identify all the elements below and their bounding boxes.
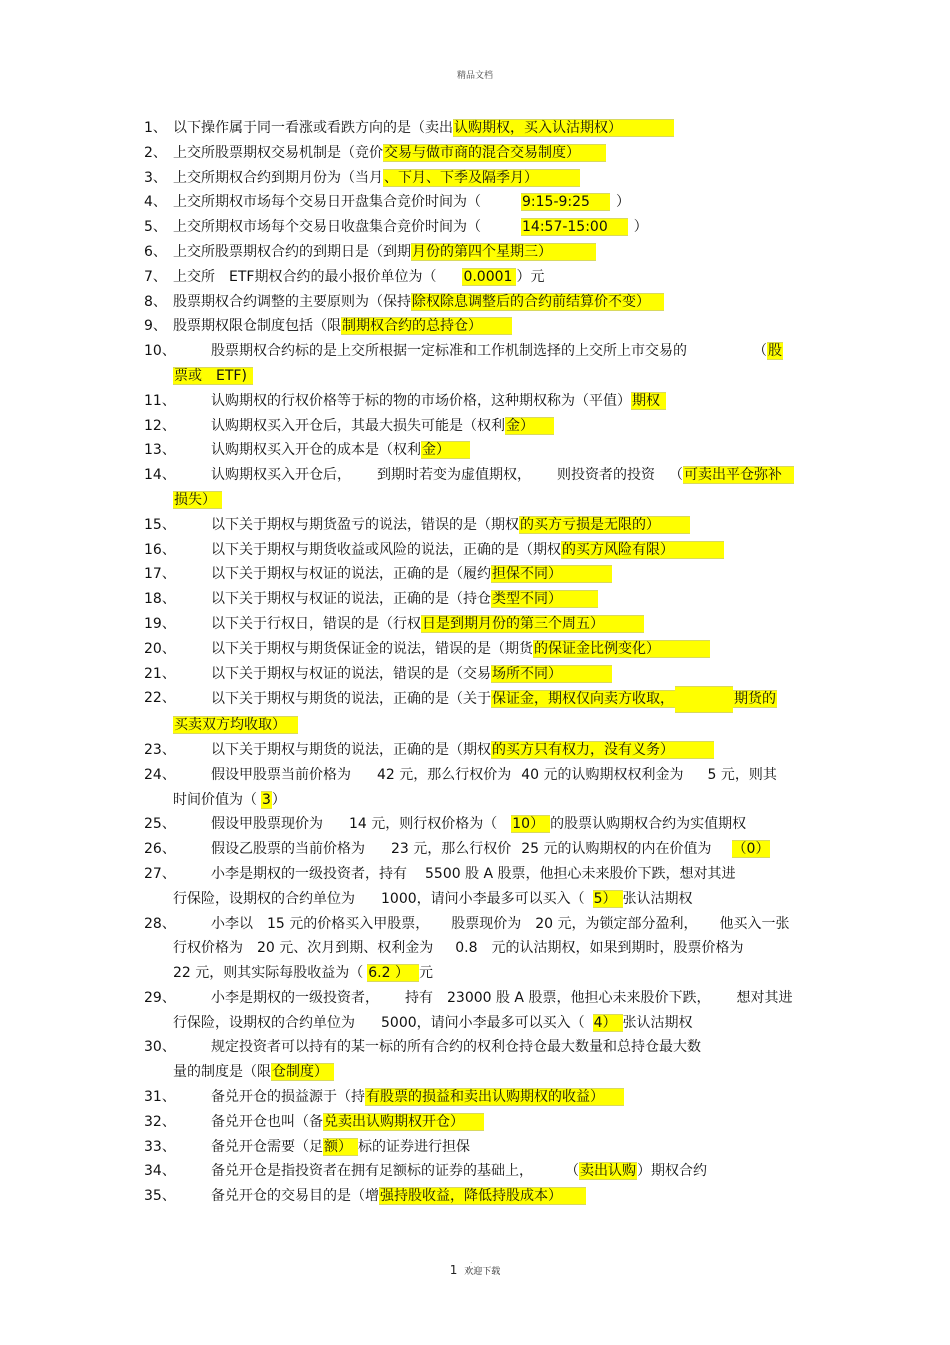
question-number: 13、 [144, 442, 176, 459]
question-number: 27、 [144, 865, 176, 882]
question-number: 4、 [144, 194, 167, 211]
question-number: 10、 [144, 343, 176, 360]
question-segment: 以下关于期权与期货盈亏的说法，错误的是（期权 [211, 516, 519, 533]
question-segment: 22 元，则其实际每股收益为（ [173, 965, 364, 982]
question-text-continued [0, 488, 950, 513]
answer-highlight: 0.0001 [462, 268, 516, 286]
question-text [0, 438, 950, 463]
question-segment: 以下关于期权与期货的说法，正确的是（期权 [211, 741, 491, 758]
question-item [0, 141, 950, 166]
answer-highlight: 类型不同） [491, 590, 598, 608]
question-number: 6、 [144, 243, 167, 260]
spacer [511, 837, 521, 862]
question-segment: 行权价格为 20 元、次月到期、权利金为 [173, 940, 434, 957]
question-segment: 小李以 15 元的价格买入甲股票， [211, 915, 430, 932]
question-item [0, 912, 950, 986]
question-segment: 以下操作属于同一看涨或看跌方向的是（卖出 [173, 120, 453, 136]
answer-highlight: 额） [323, 1138, 358, 1156]
question-text [0, 339, 950, 364]
spacer [684, 763, 708, 788]
answer-highlight: 买卖双方均收取） [173, 716, 298, 734]
question-item [0, 837, 950, 862]
spacer [712, 837, 732, 862]
question-number: 12、 [144, 417, 176, 434]
spacer [655, 463, 669, 488]
question-text [0, 116, 950, 141]
answer-highlight: 14:57-15:00 [521, 218, 628, 236]
question-item [0, 986, 950, 1036]
question-text [0, 141, 950, 166]
question-item [0, 414, 950, 439]
question-text [0, 463, 950, 488]
question-number: 30、 [144, 1039, 176, 1056]
question-text-continued [0, 936, 950, 961]
answer-highlight: 的保证金比例变化） [533, 640, 710, 658]
spacer [407, 862, 425, 887]
question-item [0, 116, 950, 141]
question-number: 22、 [144, 690, 176, 707]
question-number: 1、 [144, 120, 167, 136]
question-segment: 42 元，那么行权价为 [377, 766, 512, 783]
question-segment: 5 元，则其 [707, 766, 777, 783]
spacer [687, 339, 753, 364]
question-text [0, 1085, 950, 1110]
answer-highlight: 金） [421, 441, 470, 459]
spacer [379, 986, 405, 1011]
question-segment: 量的制度是（限 [173, 1064, 271, 1081]
question-item [0, 1184, 950, 1209]
question-segment: 行保险，设期权的合约单位为 [173, 1014, 355, 1031]
question-segment: （ [753, 343, 767, 360]
question-text-continued [0, 364, 950, 389]
question-item [0, 1110, 950, 1135]
question-segment: 上交所期权市场每个交易日开盘集合竞价时间为（ [173, 194, 481, 211]
question-text-continued [0, 887, 950, 912]
question-item [0, 662, 950, 687]
question-text [0, 314, 950, 339]
question-number: 11、 [144, 392, 176, 409]
question-number: 16、 [144, 541, 176, 558]
page-number: 1 [449, 1263, 458, 1277]
spacer [710, 986, 736, 1011]
question-segment: （ [669, 467, 683, 484]
question-item [0, 1135, 950, 1160]
spacer [533, 1159, 565, 1184]
question-text [0, 612, 950, 637]
question-text-continued [0, 788, 950, 813]
question-segment: 认购期权买入开仓后，其最大损失可能是（权利 [211, 417, 505, 434]
question-text [0, 290, 950, 315]
question-segment: 上交所股票期权交易机制是（竞价 [173, 144, 383, 161]
spacer [351, 763, 377, 788]
question-text [0, 837, 950, 862]
question-item [0, 190, 950, 215]
footer-text: 欢迎下载 [464, 1267, 501, 1277]
question-text [0, 190, 950, 215]
answer-highlight: 期货的 [734, 691, 776, 708]
question-item [0, 314, 950, 339]
question-item [0, 240, 950, 265]
question-number: 9、 [144, 318, 167, 335]
question-text [0, 1184, 950, 1209]
question-segment: 股票期权限仓制度包括（限 [173, 318, 341, 335]
question-segment: 认购期权买入开仓的成本是（权利 [211, 442, 421, 459]
question-segment: 股票现价为 20 元，为锁定部分盈利， [451, 915, 698, 932]
spacer [675, 686, 733, 713]
question-text [0, 1110, 950, 1135]
question-segment: 0.8 元的认沽期权，如果到期时，股票价格为 [455, 940, 744, 957]
question-text [0, 587, 950, 612]
question-text [0, 763, 950, 788]
answer-highlight: 日是到期月份的第三个周五） [421, 615, 644, 633]
question-item [0, 562, 950, 587]
question-segment: 股票期权合约标的是上交所根据一定标准和工作机制选择的上交所上市交易的 [211, 343, 687, 360]
question-list [0, 116, 950, 1209]
question-segment: （ [565, 1163, 579, 1180]
question-text [0, 265, 950, 290]
question-segment: 小李是期权的一级投资者， [211, 989, 379, 1006]
question-number: 3、 [144, 169, 167, 186]
question-segment: ） [615, 194, 630, 211]
question-item [0, 738, 950, 763]
answer-highlight: 的买方风险有限） [561, 541, 724, 559]
question-segment: 标的证券进行担保 [358, 1138, 470, 1155]
question-segment: 以下关于期权与期货收益或风险的说法，正确的是（期权 [211, 541, 561, 558]
question-number: 17、 [144, 566, 176, 583]
question-segment: 时间价值为（ [173, 791, 257, 808]
spacer [585, 1011, 593, 1036]
question-segment: 认购期权的行权价格等于标的物的市场价格，这种期权称为（平值） [211, 392, 631, 409]
question-segment: 以下关于期权与权证的说法，正确的是（履约 [211, 566, 491, 583]
question-number: 32、 [144, 1113, 176, 1130]
question-segment: 备兑开仓的损益源于（持 [211, 1089, 365, 1106]
question-segment: 备兑开仓需要（足 [211, 1138, 323, 1155]
question-segment: 以下关于期权与权证的说法，错误的是（交易 [211, 665, 491, 682]
question-segment: 备兑开仓是指投资者在拥有足额标的证券的基础上， [211, 1163, 533, 1180]
answer-highlight: 票或 ETF) [173, 367, 253, 385]
question-segment: 股票期权合约调整的主要原则为（保持 [173, 293, 411, 310]
question-item [0, 612, 950, 637]
question-number: 8、 [144, 293, 167, 310]
question-number: 14、 [144, 467, 176, 484]
question-item [0, 265, 950, 290]
question-number: 34、 [144, 1163, 176, 1180]
question-text [0, 389, 950, 414]
spacer [497, 812, 511, 837]
question-segment: 假设乙股票的当前价格为 [211, 841, 365, 858]
question-segment: ） [633, 219, 648, 236]
question-text [0, 1159, 950, 1184]
spacer [351, 463, 377, 488]
spacer [481, 190, 521, 215]
question-text [0, 912, 950, 937]
question-segment: 他买入一张 [719, 915, 790, 932]
question-item [0, 215, 950, 240]
question-segment: 备兑开仓也叫（备 [211, 1113, 323, 1130]
question-item [0, 538, 950, 563]
question-number: 7、 [144, 268, 167, 285]
question-text [0, 240, 950, 265]
question-number: 33、 [144, 1138, 176, 1155]
question-number: 21、 [144, 665, 176, 682]
question-number: 25、 [144, 816, 176, 833]
question-segment: 以下关于期权与期货保证金的说法，错误的是（期货 [211, 640, 533, 657]
answer-highlight: 损失） [173, 491, 222, 509]
question-segment: 张认沽期权 [622, 890, 693, 907]
answer-highlight: 除权除息调整后的合约前结算价不变） [411, 293, 664, 311]
question-segment: 23 元，那么行权价 [391, 841, 512, 858]
answer-highlight: 金） [505, 417, 554, 435]
question-number: 18、 [144, 591, 176, 608]
answer-highlight: 卖出认购 [580, 1163, 636, 1180]
question-text [0, 986, 950, 1011]
question-segment: ） [271, 791, 286, 808]
spacer [585, 887, 593, 912]
spacer [429, 912, 451, 937]
question-segment: 持有 23000 股 A 股票，他担心未来股价下跌， [405, 989, 711, 1006]
spacer [698, 912, 720, 937]
question-segment: 假设甲股票当前价格为 [211, 766, 351, 783]
question-number: 28、 [144, 915, 176, 932]
answer-highlight: 的买方只有权力，没有义务） [491, 741, 714, 759]
question-segment: ）元 [516, 268, 545, 285]
spacer [433, 936, 455, 961]
question-item [0, 1085, 950, 1110]
question-segment: 则投资者的投资 [557, 467, 655, 484]
question-text [0, 1035, 950, 1060]
answer-highlight: 、下月、下季及隔季月） [383, 169, 580, 187]
question-segment: 备兑开仓的交易目的是（增 [211, 1188, 379, 1205]
question-item [0, 389, 950, 414]
answer-highlight: 交易与做市商的混合交易制度） [383, 144, 606, 162]
question-segment: 规定投资者可以持有的某一标的所有合约的权利仓持仓最大数量和总持仓最大数 [211, 1039, 701, 1056]
answer-highlight: 5） [593, 890, 623, 908]
question-text-continued [0, 1060, 950, 1085]
spacer [355, 887, 381, 912]
answer-highlight: 认购期权，买入认沽期权） [453, 119, 674, 137]
question-number: 35、 [144, 1188, 176, 1205]
answer-highlight: 可卖出平仓弥补 [683, 466, 794, 484]
question-item [0, 812, 950, 837]
question-segment: 行保险，设期权的合约单位为 [173, 890, 355, 907]
question-text [0, 1135, 950, 1160]
spacer [511, 763, 521, 788]
answer-highlight: 仓制度） [271, 1063, 334, 1081]
question-segment: 元 [418, 965, 433, 982]
answer-highlight: 保证金，期权仅向卖方收取， [492, 691, 674, 708]
question-item [0, 686, 950, 738]
question-number: 20、 [144, 640, 176, 657]
question-item [0, 763, 950, 813]
question-segment: 的股票认购期权合约为实值期权 [550, 816, 747, 833]
question-number: 2、 [144, 144, 167, 161]
spacer [436, 265, 462, 290]
question-text [0, 812, 950, 837]
question-segment: 上交所期权市场每个交易日收盘集合竞价时间为（ [173, 219, 481, 236]
question-item [0, 166, 950, 191]
page-footer [0, 1256, 950, 1277]
spacer [481, 215, 521, 240]
answer-highlight: 强持股收益，降低持股成本） [379, 1187, 586, 1205]
question-number: 29、 [144, 989, 176, 1006]
question-segment: 张认沽期权 [622, 1014, 693, 1031]
question-text [0, 686, 950, 713]
page-header: 精品文档 [456, 71, 493, 81]
question-segment: 想对其进 [736, 989, 793, 1006]
question-item [0, 1035, 950, 1085]
spacer [531, 463, 557, 488]
spacer [355, 1011, 381, 1036]
question-text-continued [0, 713, 950, 738]
question-item [0, 438, 950, 463]
question-segment: 5500 股 A 股票，他担心未来股价下跌，想对其进 [425, 865, 736, 882]
answer-highlight: 9:15-9:25 [521, 193, 610, 211]
answer-highlight: 4） [593, 1014, 623, 1032]
question-number: 31、 [144, 1089, 176, 1106]
question-number: 24、 [144, 766, 176, 783]
question-segment: 5000，请问小李最多可以买入（ [381, 1014, 585, 1031]
question-segment: 以下关于期权与期货的说法，正确的是（关于 [211, 691, 491, 708]
question-text [0, 414, 950, 439]
footer-mark: . [470, 1256, 473, 1265]
answer-highlight: 担保不同） [491, 565, 612, 583]
question-segment: 40 元的认购期权权利金为 [521, 766, 684, 783]
answer-highlight: 兑卖出认购期权开仓） [323, 1113, 484, 1131]
question-number: 23、 [144, 741, 176, 758]
answer-highlight: 股 [768, 343, 782, 360]
question-text [0, 738, 950, 763]
question-text [0, 513, 950, 538]
question-item [0, 587, 950, 612]
question-text [0, 662, 950, 687]
question-segment: 上交所 ETF期权合约的最小报价单位为（ [173, 268, 437, 285]
question-text-continued [0, 1011, 950, 1036]
question-segment: 1000，请问小李最多可以买入（ [381, 890, 585, 907]
answer-highlight: 制期权合约的总持仓） [341, 317, 512, 335]
answer-highlight: 月份的第四个星期三） [411, 243, 596, 261]
question-segment: 以下关于期权与权证的说法，正确的是（持仓 [211, 591, 491, 608]
question-text [0, 215, 950, 240]
question-segment: 25 元的认购期权的内在价值为 [521, 841, 712, 858]
question-text-continued [0, 961, 950, 986]
question-item [0, 637, 950, 662]
question-text [0, 562, 950, 587]
question-segment: 认购期权买入开仓后， [211, 467, 351, 484]
question-number: 15、 [144, 516, 176, 533]
answer-highlight: 期权 [631, 392, 666, 410]
question-text [0, 862, 950, 887]
question-segment: 到期时若变为虚值期权， [377, 467, 531, 484]
answer-highlight: 场所不同） [491, 665, 612, 683]
question-segment: 以下关于行权日，错误的是（行权 [211, 615, 421, 632]
question-segment: ）期权合约 [637, 1163, 707, 1180]
question-segment: 小李是期权的一级投资者，持有 [211, 865, 407, 882]
question-item [0, 513, 950, 538]
question-text [0, 538, 950, 563]
question-segment: 14 元，则行权价格为（ [349, 816, 498, 833]
question-segment: 上交所期权合约到期月份为（当月 [173, 169, 383, 186]
spacer [323, 812, 349, 837]
question-number: 19、 [144, 615, 176, 632]
question-item [0, 290, 950, 315]
answer-highlight: 3 [262, 791, 271, 808]
answer-highlight: 有股票的损益和卖出认购期权的收益） [365, 1088, 624, 1106]
question-text [0, 637, 950, 662]
answer-highlight: （0） [732, 841, 770, 858]
question-item [0, 862, 950, 912]
answer-highlight: 10） [511, 815, 550, 833]
spacer [365, 837, 391, 862]
answer-highlight: 6.2 ） [367, 964, 419, 982]
question-number: 26、 [144, 841, 176, 858]
question-number: 5、 [144, 219, 167, 236]
question-segment: 上交所股票期权合约的到期日是（到期 [173, 243, 411, 260]
question-text [0, 166, 950, 191]
question-segment: 假设甲股票现价为 [211, 816, 323, 833]
question-item [0, 1159, 950, 1184]
answer-highlight: 的买方亏损是无限的） [519, 516, 690, 534]
question-item [0, 339, 950, 389]
question-item [0, 463, 950, 513]
